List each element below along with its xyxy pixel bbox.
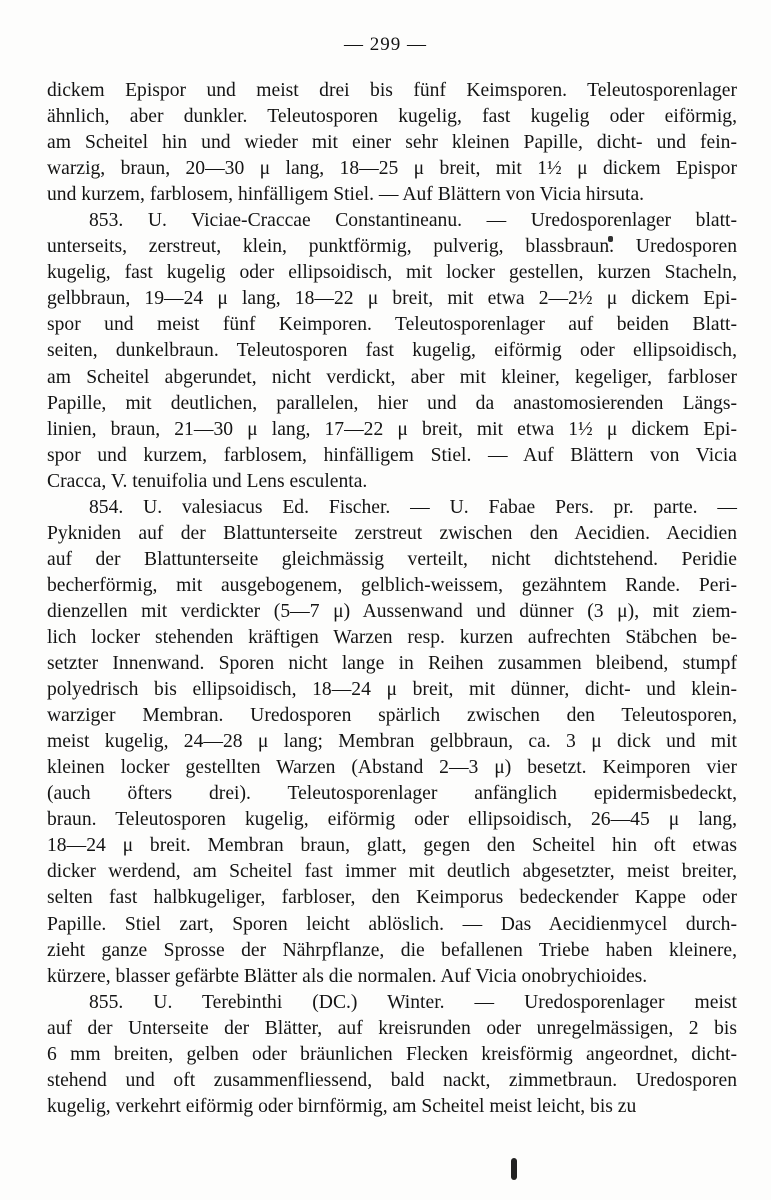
text-line: seiten, dunkelbraun. Teleutosporen fast kugelig, eiförmig oder ellipsoidisch, [47,340,737,362]
text-line: meist kugelig, 24—28 μ lang; Membran gelbbraun, ca. 3 μ dick und mit [47,731,737,753]
text-line: 18—24 μ breit. Membran braun, glatt, gegen den Scheitel hin oft etwas [47,835,737,857]
body-text [47,78,737,1120]
text-line: braun. Teleutosporen kugelig, eiförmig oder ellipsoidisch, 26—45 μ lang, [47,809,737,831]
text-line: becherförmig, mit ausgebogenem, gelblich-weissem, gezähntem Rande. Peri- [47,574,737,596]
text-line: am Scheitel abgerundet, nicht verdickt, aber mit kleiner, kegeliger, farbloser [47,366,737,388]
paragraph [47,495,737,990]
text-line: und kurzem, farblosem, hinfälligem Stiel. — Auf Blättern von Vicia hirsuta. [47,184,645,206]
text-line: lich locker stehenden kräftigen Warzen resp. kurzen aufrechten Stäbchen be- [47,626,737,648]
text-line: setzter Innenwand. Sporen nicht lange in Reihen zusammen bleibend, stumpf [47,653,737,675]
print-mark [511,1158,517,1180]
text-line: gelbbraun, 19—24 μ lang, 18—22 μ breit, mit etwa 2—2½ μ dickem Epi- [47,288,737,310]
text-line: warziger Membran. Uredosporen spärlich zwischen den Teleutosporen, [47,705,737,727]
text-line: Papille, mit deutlichen, parallelen, hier und da anastomosierenden Längs- [47,392,737,414]
text-line: kugelig, verkehrt eiförmig oder birnförmig, am Scheitel meist leicht, bis zu [47,1095,637,1117]
text-line: (auch öfters drei). Teleutosporenlager anfänglich epidermisbedeckt, [47,783,737,805]
text-line: 855. U. Terebinthi (DC.) Winter. — Uredosporenlager meist [89,991,737,1013]
text-line: auf der Unterseite der Blätter, auf kreisrunden oder unregelmässigen, 2 bis [47,1017,737,1039]
text-line: Cracca, V. tenuifolia und Lens esculenta. [47,470,368,492]
paragraph [47,208,737,495]
text-line: ähnlich, aber dunkler. Teleutosporen kugelig, fast kugelig oder eiförmig, [47,106,737,128]
text-line: kugelig, fast kugelig oder ellipsoidisch, mit locker gestellen, kurzen Stacheln, [47,262,737,284]
text-line: stehend und oft zusammenfliessend, bald nackt, zimmetbraun. Uredosporen [47,1069,737,1091]
text-line: polyedrisch bis ellipsoidisch, 18—24 μ breit, mit dünner, dicht- und klein- [47,679,737,701]
text-line: linien, braun, 21—30 μ lang, 17—22 μ breit, mit etwa 1½ μ dickem Epi- [47,418,737,440]
text-line: Papille. Stiel zart, Sporen leicht ablöslich. — Das Aecidienmycel durch- [47,913,737,935]
text-line: auf der Blattunterseite gleichmässig verteilt, nicht dichtstehend. Peridie [47,548,737,570]
text-line: spor und kurzem, farblosem, hinfälligem Stiel. — Auf Blättern von Vicia [47,444,737,466]
text-line: warzig, braun, 20—30 μ lang, 18—25 μ breit, mit 1½ μ dickem Epispor [47,158,737,180]
paragraph [47,990,737,1120]
text-line: dickem Epispor und meist drei bis fünf Keimsporen. Teleutosporenlager [47,80,737,101]
text-line: am Scheitel hin und wieder mit einer sehr kleinen Papille, dicht- und fein- [47,132,737,154]
text-line: 6 mm breiten, gelben oder bräunlichen Flecken kreisförmig angeordnet, dicht- [47,1043,737,1065]
text-line: dienzellen mit verdickter (5—7 μ) Aussenwand und dünner (3 μ), mit ziem- [47,600,737,622]
text-line: kürzere, blasser gefärbte Blätter als die normalen. Auf Vicia onobrychioides. [47,965,648,987]
text-line: Pykniden auf der Blattunterseite zerstreut zwischen den Aecidien. Aecidien [47,522,737,544]
text-line: dicker werdend, am Scheitel fast immer mit deutlich abgesetzter, meist breiter, [47,861,737,883]
page-number: — 299 — [344,34,427,55]
paragraph [47,78,737,208]
text-line: selten fast halbkugeliger, farbloser, den Keimporus bedeckender Kappe oder [47,887,737,909]
text-line: 853. U. Viciae-Craccae Constantineanu. — Uredosporenlager blatt- [89,210,737,232]
text-line: zieht ganze Sprosse der Nährpflanze, die befallenen Triebe haben kleinere, [47,939,737,961]
text-line: spor und meist fünf Keimporen. Teleutosporenlager auf beiden Blatt- [47,314,737,336]
text-line: 854. U. valesiacus Ed. Fischer. — U. Fabae Pers. pr. parte. — [89,496,737,518]
text-line: unterseits, zerstreut, klein, punktförmig, pulverig, blassbraun. Uredosporen [47,236,737,258]
text-line: kleinen locker gestellten Warzen (Abstand 2—3 μ) besetzt. Keimporen vier [47,757,737,779]
